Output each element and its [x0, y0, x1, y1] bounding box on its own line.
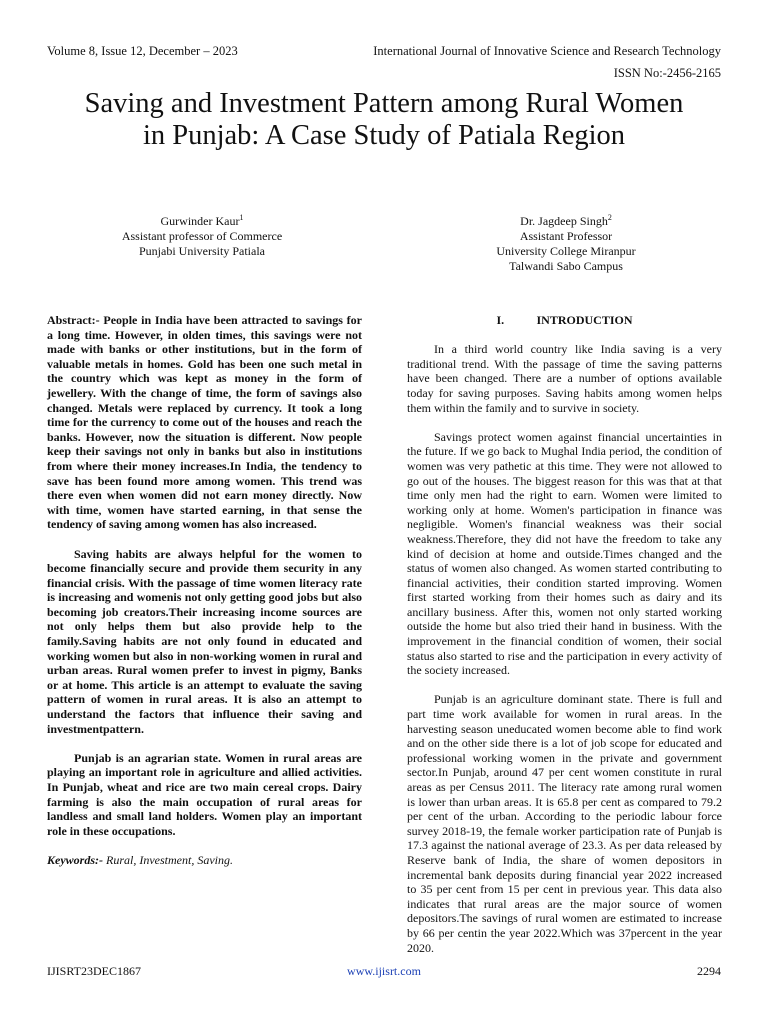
abstract-column: [47, 313, 362, 882]
keywords-list: Rural, Investment, Saving.: [106, 852, 233, 867]
author-block-2: [464, 214, 668, 274]
author-block-1: [100, 214, 304, 259]
author-affiliation-mark: 2: [607, 213, 612, 222]
author-affiliation-line: Assistant professor of Commerce: [121, 229, 283, 243]
intro-paragraph-2: Savings protect women against financial uncertainties in the future. If we go back to Mughal India period, the condition of women was very pathetic at this time. They were not allowed to go out of the houses. The biggest reason for this was that at that time only men had the right to earn. Women were limited to working only at home. Women's participation in finance was negligible. Women's financial weakness was their social weakness.Therefore, they did not have the freedom to take any kind of decision at home and outside.Times changed and the status of women also changed. As women started contributing to financial activities, their condition started improving. Women first started working from their homes such as dairy and its ancillary business. After this, women not only started working outside the home but also tried their hand in business. With the improvement in the financial condition of women, their social status also started to rise and the participation in every activity of the society increased.: [407, 429, 722, 678]
author-name-text: Gurwinder Kaur: [160, 214, 240, 228]
footer-website: [0, 964, 768, 979]
journal-issn: ISSN No:-2456-2165: [613, 66, 721, 80]
author-name-1: [100, 214, 304, 229]
author-affiliation-line: University College Miranpur: [496, 244, 636, 258]
section-number: I.: [496, 313, 505, 327]
abstract-paragraph-1: Abstract:- People in India have been attracted to savings for a long time. However, in olden times, this savings were not made with banks or other institutions, but in the form of valuable metals in homes. Gold has been one such metal in the country which was kept as money in the form of jewellery. With the change of time, the form of savings also changed. Metals were replaced by currency. It took a long time for the currency to come out of the houses and reach the banks. However, now the situation is different. Now people keep their savings not only in banks but also in institutions from where their money increases.In India, the tendency to save has been found more among women. This trend was there even when women did not earn money directly. Now with time, women have started earning, in that sense the tendency of saving among women has also increased.: [47, 313, 362, 532]
intro-paragraph-1: In a third world country like India saving is a very traditional trend. With the passage of time the saving patterns have been changed. There are a number of options available today for saving purposes. Saving habits among women helps them within the family and to survive in society.: [407, 342, 722, 415]
section-title: INTRODUCTION: [536, 313, 633, 327]
author-affiliation-line: Talwandi Sabo Campus: [509, 259, 623, 273]
keywords: [47, 853, 362, 868]
journal-name: International Journal of Innovative Science and Research Technology: [373, 44, 721, 58]
author-name-text: Dr. Jagdeep Singh: [520, 214, 608, 228]
introduction-column: [407, 313, 722, 970]
intro-paragraph-3: Punjab is an agriculture dominant state. There is full and part time work available for women in rural areas. In the harvesting season uneducated women become able to find work and on the other side there is a lot of job scope for educated and professional working women in the private and government sector.In Punjab, around 47 per cent women constitute in rural areas as per Census 2011. The literacy rate among rural women is lower than urban areas. It is 65.8 per cent as compared to 79.2 per cent of the urban. According to the periodic labour force survey 2018-19, the female worker participation rate of Punjab is 17.3 against the national average of 23.3. As per data released by Reserve bank of India, the share of women depositors in incremental bank deposits during financial year 2022 increased to 35 per cent from 15 per cent in previous year. This data also indicates that rural areas are the major source of women depositors.The savings of rural women are estimated to increase by 66 per centin the year 2022.Which was 37percent in the year 2020.: [407, 692, 722, 955]
journal-volume-issue: Volume 8, Issue 12, December – 2023: [47, 44, 238, 58]
keywords-label: Keywords:-: [47, 852, 103, 867]
author-name-2: [464, 214, 668, 229]
author-affiliation-line: Punjabi University Patiala: [139, 244, 265, 258]
author-affiliation-line: Assistant Professor: [519, 229, 613, 243]
section-heading-introduction: [407, 313, 722, 328]
author-affiliation-mark: 1: [239, 213, 244, 222]
abstract-paragraph-2: Saving habits are always helpful for the women to become financially secure and provide them security in any financial crisis. With the passage of time women literacy rate is increasing and womenis not only getting good jobs but also becoming job creators.Their increasing income sources are not only helps them but also provide help to the family.Saving habits are not only found in educated and working women but also in non-working women in rural and urban areas. Rural women prefer to invest in pigmy, Banks or at home. This article is an attempt to evaluate the saving pattern of women in rural areas. It is also an attempt to understand the factors that influence their saving and investmentpattern.: [47, 546, 362, 736]
paper-title: Saving and Investment Pattern among Rural Women in Punjab: A Case Study of Patiala Region: [84, 88, 684, 151]
abstract-paragraph-3: Punjab is an agrarian state. Women in rural areas are playing an important role in agriculture and allied activities. In Punjab, wheat and rice are two main cereal crops. Dairy farming is also the main occupation of rural areas for landless and small land holders. Women play an important role in these occupations.: [47, 750, 362, 838]
footer-page-number: 2294: [697, 964, 721, 978]
footer-paper-code: IJISRT23DEC1867: [47, 964, 141, 978]
website-link[interactable]: www.ijisrt.com: [347, 964, 421, 978]
